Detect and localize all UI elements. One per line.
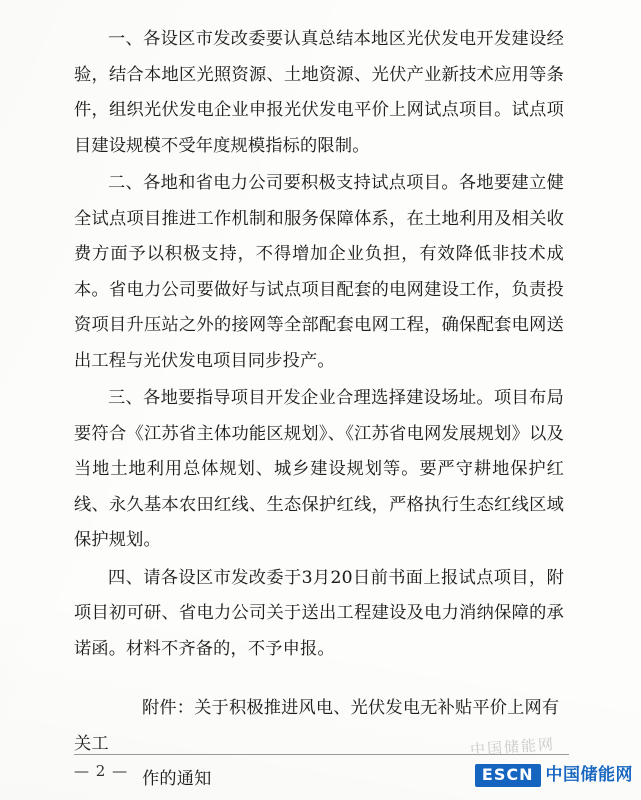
paragraph-2: 二、各地和省电力公司要积极支持试点项目。各地要建立健全试点项目推进工作机制和服务保障体系，在土地利用及相关收费方面予以积极支持，不得增加企业负担，有效降低非技术成本。省电力公司要做好与试点项目配套的电网建设工作，负责投资项目升压站之外的接网等全部配套电网工程，确保配套电网送出工程与光伏发电项目同步投产。	[74, 173, 564, 371]
faint-watermark: 中国储能网	[469, 735, 556, 759]
attachment-line-2: 作的通知	[142, 769, 212, 789]
attachment-line-1: 附件：关于积极推进风电、光伏发电无补贴平价上网有关工	[74, 698, 560, 754]
paragraph-4: 四、请各设区市发改委于3月20日前书面上报试点项目，附项目初可研、省电力公司关于送出工程建设及电力消纳保障的承诺函。材料不齐备的，不予申报。	[74, 567, 564, 659]
logo-text: 中国储能网	[545, 764, 633, 785]
document-body	[74, 22, 564, 798]
paragraph-1: 一、各设区市发改委要认真总结本地区光伏发电开发建设经验，结合本地区光照资源、土地资源、光伏产业新技术应用等条件，组织光伏发电企业申报光伏发电平价上网试点项目。试点项目建设规模不受年度规模指标的限制。	[74, 29, 564, 156]
escn-logo	[475, 762, 633, 788]
attachment-spacer	[74, 669, 564, 691]
logo-badge: ESCN	[475, 764, 541, 787]
paragraph-3: 三、各地要指导项目开发企业合理选择建设场址。项目布局要符合《江苏省主体功能区规划》、《江苏省电网发展规划》以及当地土地利用总体规划、城乡建设规划等。要严守耕地保护红线、永久基本农田红线、生态保护红线，严格执行生态红线区域保护规划。	[74, 388, 564, 550]
page-number: — 2 —	[74, 762, 129, 780]
